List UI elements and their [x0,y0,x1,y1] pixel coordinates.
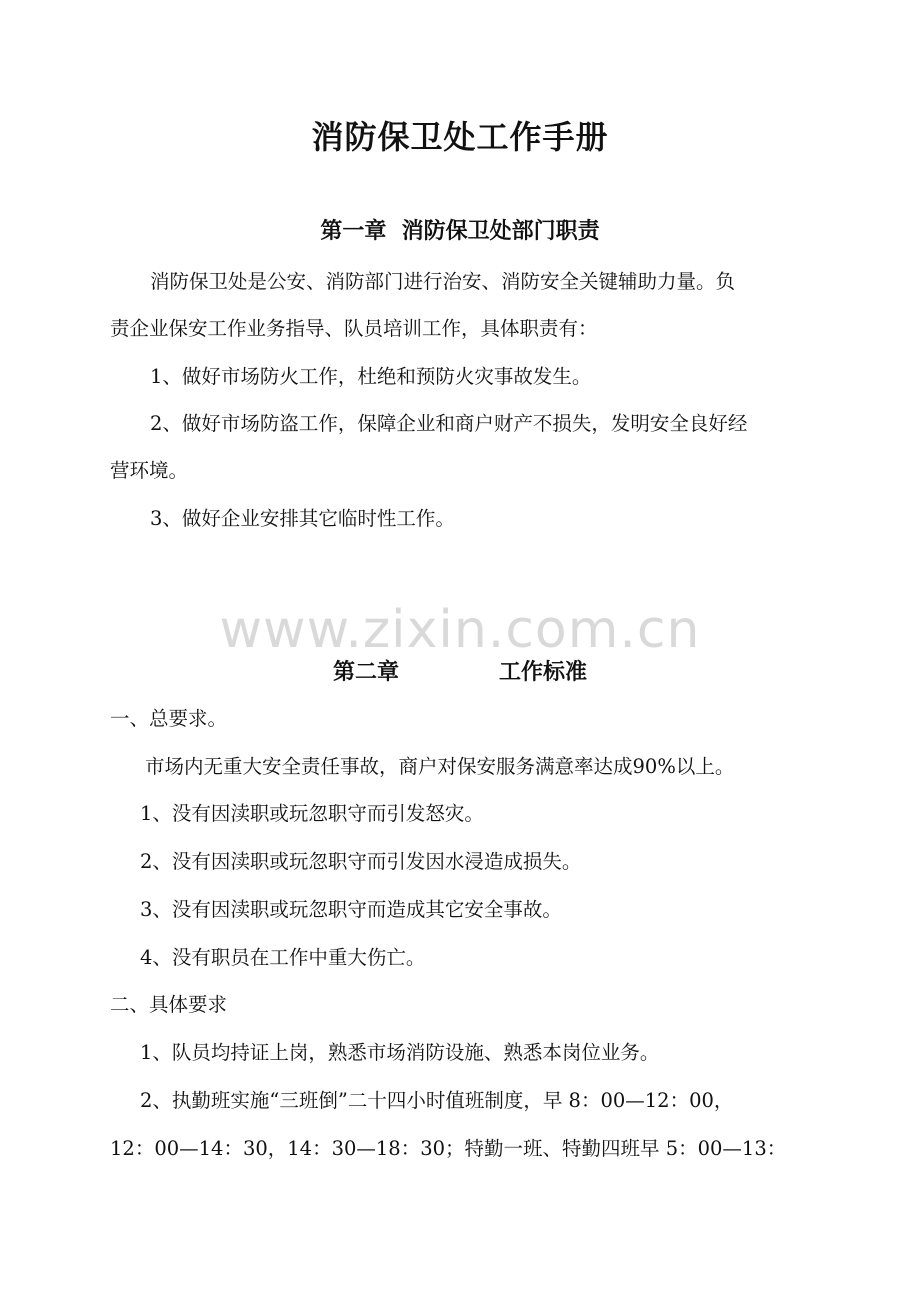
section2-item-1: 1、队员均持证上岗，熟悉市场消防设施、熟悉本岗位业务。 [140,1041,660,1064]
section1-item-4: 4、没有职员在工作中重大伤亡。 [140,946,426,969]
chapter1-item-3: 3、做好企业安排其它临时性工作。 [150,507,455,530]
chapter1-item-2-line2: 营环境。 [110,459,189,482]
chapter2-heading-right: 工作标准 [499,660,588,685]
section1-intro: 市场内无重大安全责任事故，商户对保安服务满意率达成90%以上。 [145,755,735,778]
section1-item-1: 1、没有因渎职或玩忽职守而引发怒灾。 [140,802,484,825]
section1-item-3: 3、没有因渎职或玩忽职守而造成其它安全事故。 [140,898,562,921]
chapter2-heading-left: 第二章 [332,660,399,685]
chapter1-intro-line2: 责企业保安工作业务指导、队员培训工作，具体职责有： [110,317,598,340]
chapter1-item-2-line1: 2、做好市场防盗工作，保障企业和商户财产不损失，发明安全良好经 [150,412,748,435]
chapter1-heading: 第一章 消防保卫处部门职责 [320,219,600,244]
section1-item-2: 2、没有因渎职或玩忽职守而引发因水浸造成损失。 [140,850,582,873]
section2-item-2-line2: 12：00—14：30，14：30—18：30；特勤一班、特勤四班早 5：00—13： [110,1137,787,1160]
document-title: 消防保卫处工作手册 [311,118,609,156]
section1-heading: 一、总要求。 [110,707,228,730]
chapter2-heading [0,655,920,686]
section2-heading: 二、具体要求 [110,993,228,1016]
watermark: www.zixin.com.cn [219,600,701,660]
section2-item-2-line1: 2、执勤班实施“三班倒”二十四小时值班制度，早 8：00—12：00， [140,1089,734,1112]
chapter1-intro-line1: 消防保卫处是公安、消防部门进行治安、消防安全关键辅助力量。负 [150,270,736,293]
chapter1-item-1: 1、做好市场防火工作，杜绝和预防火灾事故发生。 [150,365,592,388]
